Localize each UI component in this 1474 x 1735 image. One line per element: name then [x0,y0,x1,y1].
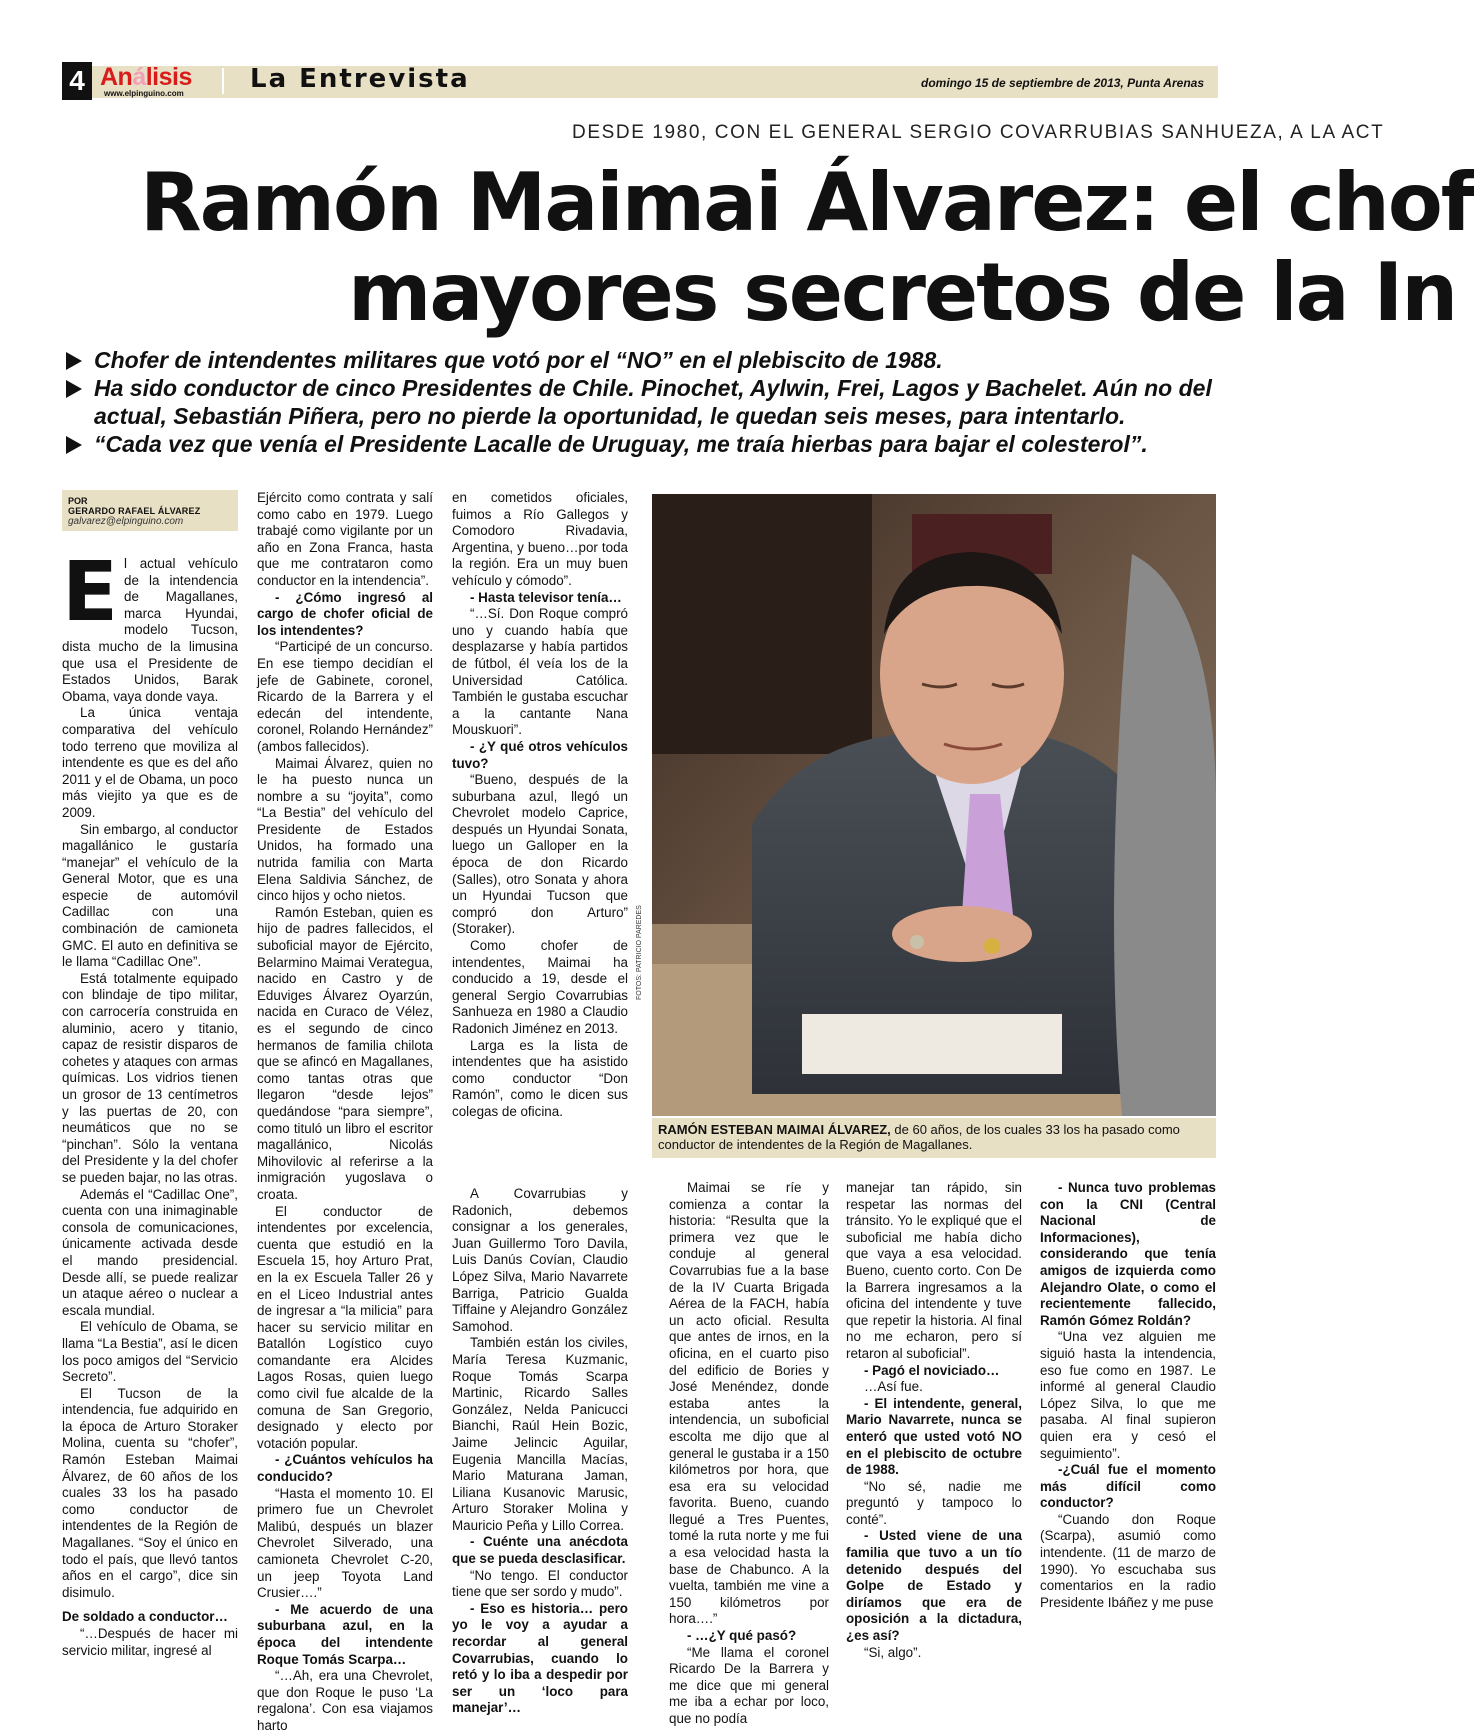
paragraph: “No sé, nadie me preguntó y tampoco lo conté”. [846,1478,1022,1527]
question: - ¿Cómo ingresó al cargo de chofer oficial de los intendentes? [257,589,433,638]
paragraph: “Cuando don Roque (Scarpa), asumió como intendente. (11 de marzo de 1990). Yo escuchaba sus comentarios en la radio Presidente Ibáñez y me puse [1040,1511,1216,1610]
article-column-6 [1040,1180,1216,1666]
question: - …¿Y qué pasó? [687,1628,797,1644]
triangle-bullet-icon [66,380,82,398]
paragraph: Maimai Álvarez, quien no le ha puesto nunca un nombre a su “joyita”, como “La Bestia” del vehículo del Presidente de Estados Unidos, ha formado una nutrida familia con Marta Elena Saldivia Sánchez, de cinco hijos y ocho nietos. [257,755,433,904]
paragraph: “…Después de hacer mi servicio militar, ingresé al [62,1626,238,1658]
question: - Cuénte una anécdota que se pueda desclasificar. [452,1534,628,1567]
page-number: 4 [62,62,92,100]
header-divider [222,68,224,94]
summary-bullet: “Cada vez que venía el Presidente Lacalle de Uruguay, me traía hierbas para bajar el colesterol”. [64,430,1280,458]
byline-por: POR [68,496,88,506]
portrait-photo [652,494,1216,1116]
paragraph: La única ventaja comparativa del vehículo todo terreno que moviliza al intendente es que es del año 2011 y el de Obama, un poco más viejito ya que es de 2009. [62,705,238,820]
paragraph: Maimai se ríe y comienza a contar la historia: “Resulta que la primera vez que le conduje al general Covarrubias fue a la base de la IV Cuarta Brigada Aérea de la FACH, había un acto oficial. Resulta que antes de irnos, en la oficina, en el cuarto piso del edificio de Bories y José Menéndez, donde estaba antes la intendencia, un suboficial escolta me dijo que al general le gustaba ir a 150 kilómetros por hora, que esa era su velocidad favorita. Bueno, cuando llegué a Tres Puentes, tomé la ruta norte y me fui a esa velocidad hasta la base de Chabunco. A la vuelta, también me vine a 150 kilómetros por hora….” [669,1180,829,1627]
question: - Pagó el noviciado… [864,1362,1000,1378]
issue-date: domingo 15 de septiembre de 2013, Punta Arenas [921,76,1204,90]
kicker: DESDE 1980, CON EL GENERAL SERGIO COVARRUBIAS SANHUEZA, A LA ACT [572,122,1385,143]
question: - ¿Y qué otros vehículos tuvo? [452,738,628,771]
headline [140,150,1474,339]
paragraph: “Me llama el coronel Ricardo De la Barrera y me dice que mi general me iba a echar por loco, que no podía [669,1644,829,1726]
paragraph: El actual vehículo de la intendencia de Magallanes, marca Hyundai, modelo Tucson, dista mucho de la limusina que usa el Presidente de Estados Unidos, Barak Obama, vaya donde vaya. [62,545,238,704]
question: - ¿Cuántos vehículos ha conducido? [257,1452,433,1485]
paragraph: “…Sí. Don Roque compró uno y cuando había que desplazarse y había partidos de fútbol, él veía los de la Universidad Católica. También le gustaba escuchar a la cantante Nana Mouskuori”. [452,606,628,738]
article-column-5 [846,1180,1022,1666]
summary-bullet: Ha sido conductor de cinco Presidentes de Chile. Pinochet, Aylwin, Frei, Lagos y Bachelet. Aún no del actual, Sebastián Piñera, pero no pierde la oportunidad, le quedan seis meses, para intentarlo. [64,374,1280,430]
drop-cap: E [62,545,119,640]
paragraph: Está totalmente equipado con blindaje de tipo militar, con carrocería construida en aluminio, acero y titanio, capaz de resistir disparos de cohetes y ataques con armas químicas. Los vidrios tienen un grosor de 13 centímetros y las puertas de 20, con neumáticos que no se “pinchan”. Sólo la ventana del Presidente y la del chofer se pueden bajar, no las otras. [62,970,238,1185]
byline [62,490,238,531]
paragraph: Ejército como contrata y salí como cabo en 1979. Luego trabajé como vigilante por un año en Zona Franca, hasta que me contrataron como conductor en la intendencia”. [257,490,433,588]
photo-credit: FOTOS: PATRICIO PAREDES [636,905,643,1000]
author-name: GERARDO RAFAEL ÁLVAREZ [68,506,201,516]
paragraph: A Covarrubias y Radonich, debemos consignar a los generales, Juan Guillermo Toro Davila, Luis Danús Covían, Claudio López Silva, Mario Navarrete Barriga, Patricio Gualda Tiffaine y Alejandro González Samohod. [452,1186,628,1334]
question: - Usted viene de una familia que tuvo a un tío detenido después del Golpe de Estado y diríamos que era de oposición a la dictadura, ¿es así? [846,1528,1022,1644]
paragraph: “Bueno, después de la suburbana azul, llegó un Chevrolet modelo Caprice, después un Hyundai Sonata, luego un Galloper en la época de don Ricardo (Salles), otro Sonata y ahora un Hyundai Tucson que compró don Arturo” (Storaker). [452,772,628,937]
paragraph: “No tengo. El conductor tiene que ser sordo y mudo”. [452,1567,628,1600]
triangle-bullet-icon [66,352,82,370]
paragraph: “Participé de un concurso. En ese tiempo decidían el jefe de Gabinete, coronel, Ricardo de la Barrera y el edecán del intendente, coronel, Rolando Hernández” (ambos fallecidos). [257,639,433,754]
article-column-3 [452,490,628,1180]
site-url: www.elpinguino.com [104,89,184,98]
paragraph: También están los civiles, María Teresa Kuzmanic, Roque Tomás Scarpa Martinic, Ricardo Salles González, Nelda Panicucci Bianchi, Raúl Hein Bozic, Jaime Jelincic Aguilar, Eugenia Mancilla Macías, Mario Maturana Jaman, Liliana Kusanovic Marusic, Arturo Storaker Molina y Mauricio Peña y Lillo Correa. [452,1335,628,1533]
question: -¿Cuál fue el momento más difícil como conductor? [1040,1462,1216,1511]
paragraph: Ramón Esteban, quien es hijo de padres fallecidos, el suboficial mayor de Ejército, Belarmino Maimai Verategua, nacido en Castro y de Eduviges Álvarez Oyarzún, nacida en Curaco de Vélez, es el segundo de cinco hermanos de familia chilota que se afincó en Magallanes, como tantas otras que llegaron “desde lejos” quedándose “para siempre”, como tituló un libro el escritor magallánico, Nicolás Mihovilovic al referirse a la inmigración yugoslava o croata. [257,904,433,1202]
paragraph: “Si, algo”. [864,1644,922,1660]
paragraph: “Una vez alguien me siguió hasta la intendencia, eso fue como en 1987. Le informé al general Claudio López Silva, lo que me pasaba. Al final supieron quien era y cesó el seguimiento”. [1040,1329,1216,1461]
newspaper-logo: Análisis [100,63,192,91]
paragraph: El vehículo de Obama, se llama “La Bestia”, así le dicen los poco amigos del “Servicio Secreto”. [62,1319,238,1385]
article-column-1 [62,545,238,1666]
question: - Hasta televisor tenía… [470,589,622,605]
paragraph: Larga es la lista de intendentes que ha asistido como conductor “Don Ramón”, como le dicen sus colegas de oficina. [452,1037,628,1119]
paragraph: El Tucson de la intendencia, fue adquirido en la época de Arturo Storaker Molina, cuenta su “chofer”, Ramón Esteban Maimai Álvarez, de 60 años de los cuales 33 los ha pasado como conductor de intendentes de la Región de Magallanes. “Soy el único en todo el país, que llevó tantos años en el cargo”, dice sin disimulo. [62,1385,238,1600]
page-header [62,62,1218,100]
section-title: La Entrevista [250,64,470,94]
question: - Me acuerdo de una suburbana azul, en la época del intendente Roque Tomás Scarpa… [257,1601,433,1667]
subheading: De soldado a conductor… [62,1609,228,1625]
headline-line-1: Ramón Maimai Álvarez: el chof [140,156,1474,249]
paragraph: “Hasta el momento 10. El primero fue un Chevrolet Malibú, después un blazer Chevrolet Silverado, una camioneta Chevrolet C-20, un jeep Toyota Land Crusier….” [257,1485,433,1601]
paragraph: Además el “Cadillac One”, cuenta con una inimaginable consola de comunicaciones, únicamente activada desde el mando presidencial. Desde allí, se puede realizar un ataque aéreo o nuclear a escala mundial. [62,1186,238,1318]
paragraph: “…Ah, era una Chevrolet, que don Roque le puso ‘La regalona’. Con esa viajamos harto [257,1668,433,1733]
portrait-illustration [652,494,1216,1116]
summary-bullet: Chofer de intendentes militares que votó por el “NO” en el plebiscito de 1988. [64,346,1280,374]
headline-line-2: mayores secretos de la In [348,246,1457,339]
paragraph: Como chofer de intendentes, Maimai ha conducido a 19, desde el general Sergio Covarrubias Sanhueza en 1980 a Claudio Radonich Jiménez en 2013. [452,938,628,1036]
paragraph: manejar tan rápido, sin respetar las normas del tránsito. Yo le expliqué que el suboficial me había dicho que vaya a esa velocidad. Bueno, cuento corto. Con De la Barrera ingresamos a la oficina del intendente y tuve que repetir la historia. Al final no me echaron, pero sí retaron al suboficial”. [846,1180,1022,1361]
article-column-2 [257,490,433,1733]
question: - Nunca tuvo problemas con la CNI (Central Nacional de Informaciones), considerando que tenía amigos de izquierda como Alejandro Olate, o como el recientemente fallecido, Ramón Gómez Roldán? [1040,1180,1216,1328]
paragraph: en cometidos oficiales, fuimos a Río Gallegos y Comodoro Rivadavia, Argentina, y bueno…por toda la región. Era un muy buen vehículo y cómodo”. [452,490,628,588]
summary-bullets [64,346,1280,458]
question: - Eso es historia… pero yo le voy a ayudar a recordar al general Covarrubias, cuando lo retó y lo iba a despedir por ser un ‘loco para manejar’… [452,1600,628,1716]
photo-caption: RAMÓN ESTEBAN MAIMAI ÁLVAREZ, de 60 años, de los cuales 33 los ha pasado como conductor de intendentes de la Región de Magallanes. [652,1118,1216,1158]
paragraph: El conductor de intendentes por excelencia, cuenta que estudió en la Escuela 15, hoy Arturo Prat, en la ex Escuela Taller 26 y en el Liceo Industrial antes de ingresar a “la milicia” para hacer su servicio militar en Batallón Logístico cuyo comandante era Alcides Lagos Rosas, quien luego como civil fue alcalde de la comuna de San Gregorio, designado y electo por votación popular. [257,1203,433,1451]
author-email: galvarez@elpinguino.com [68,516,184,527]
question: - El intendente, general, Mario Navarrete, nunca se enteró que usted votó NO en el plebiscito de octubre de 1988. [846,1395,1022,1478]
triangle-bullet-icon [66,436,82,454]
paragraph: Sin embargo, al conductor magallánico le gustaría “manejar” el vehículo de la General Motor, que es una especie de automóvil Cadillac con una combinación de camioneta GMC. El auto en definitiva se le llama “Cadillac One”. [62,821,238,970]
article-column-4 [669,1180,829,1726]
article-column-3-lower [452,1186,628,1716]
paragraph: …Así fue. [864,1379,923,1395]
